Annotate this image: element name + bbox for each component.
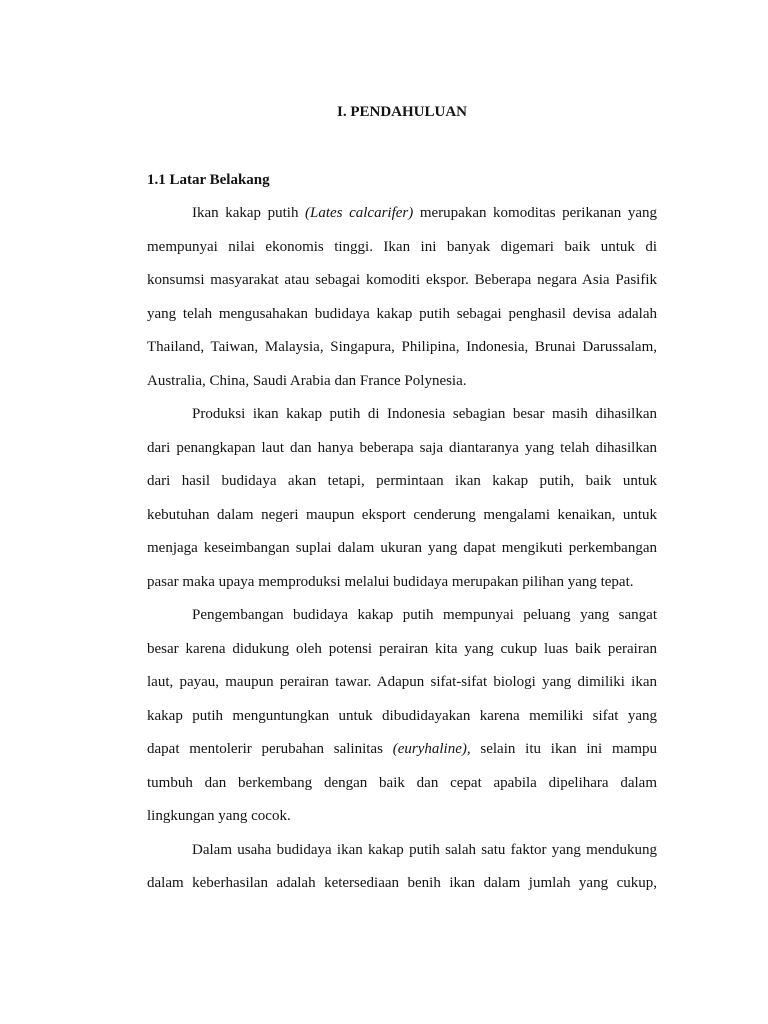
text-line: Produksi ikan kakap putih di Indonesia sebagian besar masih dihasilkan	[192, 406, 657, 422]
line-segment: , selain itu ikan ini mampu	[466, 741, 657, 757]
italic-term: (euryhaline)	[392, 741, 467, 757]
text-line: Thailand, Taiwan, Malaysia, Singapura, Philipina, Indonesia, Brunai Darussalam,	[147, 339, 657, 355]
text-line: Australia, China, Saudi Arabia dan France Polynesia.	[147, 372, 467, 389]
text-line: Pengembangan budidaya kakap putih mempunyai peluang yang sangat	[192, 607, 657, 623]
line-segment: Ikan kakap putih	[192, 205, 306, 221]
italic-scientific-name: (Lates calcarifer)	[305, 205, 414, 221]
line-segment: merupakan komoditas perikanan yang	[413, 205, 657, 221]
chapter-title: I. PENDAHULUAN	[336, 104, 467, 120]
text-line: mempunyai nilai ekonomis tinggi. Ikan ini banyak digemari baik untuk di	[147, 238, 657, 255]
text-line: yang telah mengusahakan budidaya kakap putih sebagai penghasil devisa adalah	[147, 305, 657, 322]
text-line	[147, 739, 657, 759]
text-line: tumbuh dan berkembang dengan baik dan cepat apabila dipelihara dalam	[147, 774, 657, 791]
text-line: dalam keberhasilan adalah ketersediaan benih ikan dalam jumlah yang cukup,	[147, 875, 657, 891]
line-segment: dapat mentolerir perubahan salinitas	[147, 741, 393, 757]
text-line: dari penangkapan laut dan hanya beberapa saja diantaranya yang telah dihasilkan	[147, 439, 657, 456]
text-line: konsumsi masyarakat atau sebagai komoditi ekspor. Beberapa negara Asia Pasifik	[147, 272, 657, 288]
text-line: lingkungan yang cocok.	[147, 808, 291, 824]
text-line: menjaga keseimbangan suplai dalam ukuran yang dapat mengikuti perkembangan	[147, 540, 657, 556]
text-line: besar karena didukung oleh potensi perairan kita yang cukup luas baik perairan	[147, 640, 657, 657]
text-line	[147, 203, 657, 223]
text-line: pasar maka upaya memproduksi melalui budidaya merupakan pilihan yang tepat.	[147, 573, 634, 590]
text-line: dari hasil budidaya akan tetapi, permintaan ikan kakap putih, baik untuk	[147, 473, 657, 489]
section-heading: 1.1 Latar Belakang	[147, 172, 270, 188]
text-line: laut, payau, maupun perairan tawar. Adapun sifat-sifat biologi yang dimiliki ikan	[147, 674, 657, 690]
text-line: Dalam usaha budidaya ikan kakap putih salah satu faktor yang mendukung	[192, 841, 657, 858]
text-line: kakap putih menguntungkan untuk dibudidayakan karena memiliki sifat yang	[147, 707, 657, 724]
text-line: kebutuhan dalam negeri maupun eksport cenderung mengalami kenaikan, untuk	[147, 506, 657, 523]
